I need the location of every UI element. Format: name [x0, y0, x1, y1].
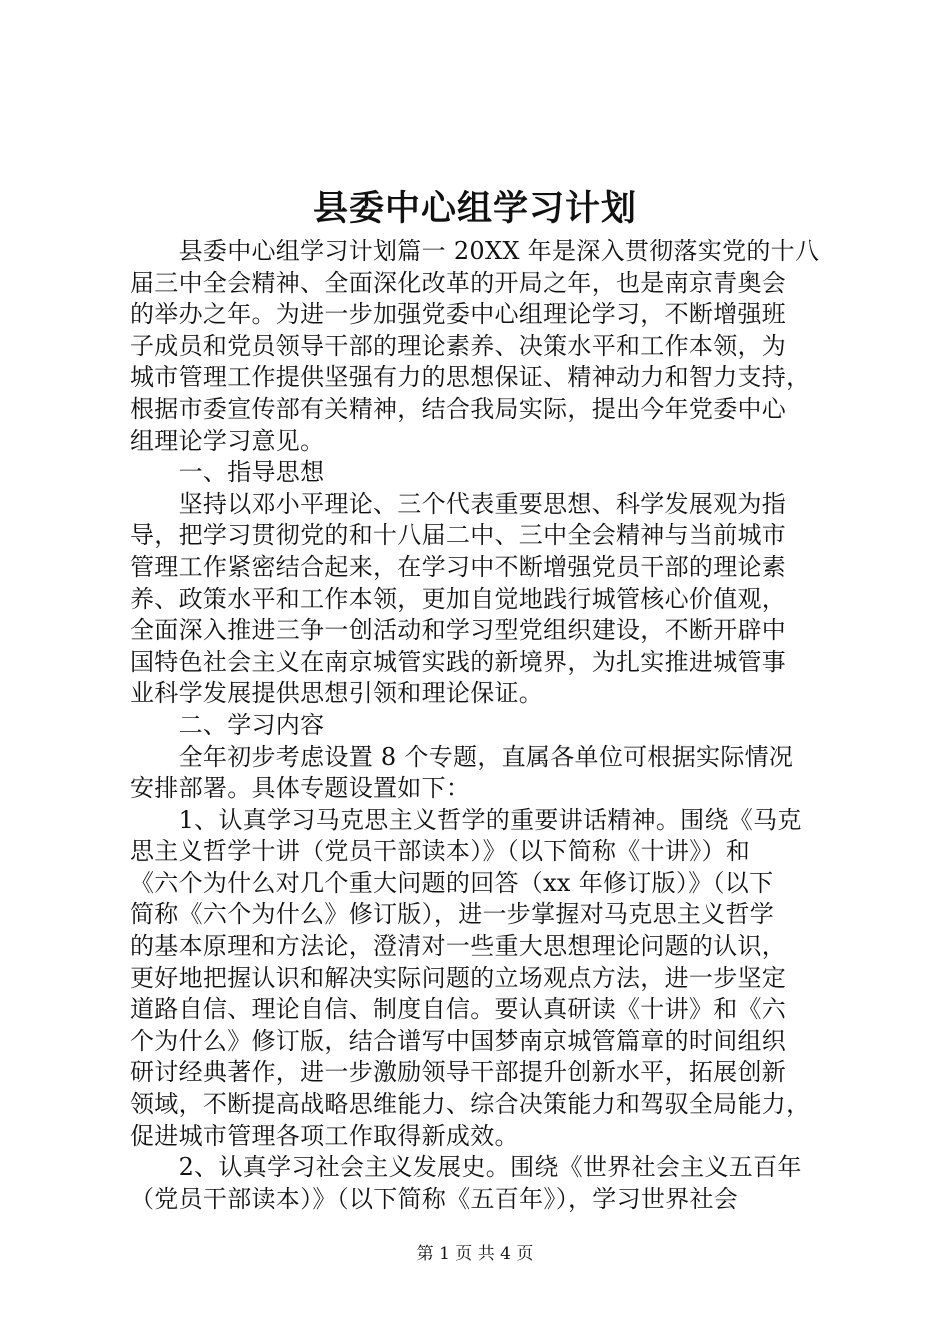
text-line: 国特色社会主义在南京城管实践的新境界，为扎实推进城管事 [130, 647, 787, 676]
text-line: 安排部署。具体专题设置如下： [130, 774, 471, 803]
text-line: 2、认真学习社会主义发展史。围绕《世界社会主义五百年 [130, 1153, 802, 1182]
text-line: 组理论学习意见。 [130, 426, 325, 455]
text-line: 个为什么》修订版，结合谱写中国梦南京城管篇章的时间组织 [130, 1026, 787, 1055]
text-line: 业科学发展提供思想引领和理论保证。 [130, 679, 544, 708]
text-line: 子成员和党员领导干部的理论素养、决策水平和工作本领，为 [130, 331, 787, 360]
text-line: 二、学习内容 [130, 710, 325, 739]
text-line: 《六个为什么对几个重大问题的回答（xx 年修订版）》（以下 [130, 868, 774, 897]
text-line: 的举办之年。为进一步加强党委中心组理论学习，不断增强班 [130, 300, 787, 329]
document-body [130, 236, 830, 1215]
text-line: 全面深入推进三争一创活动和学习型党组织建设，不断开辟中 [130, 616, 787, 645]
text-line: 城市管理工作提供坚强有力的思想保证、精神动力和智力支持， [130, 363, 811, 392]
text-line: 一、指导思想 [130, 458, 325, 487]
text-line: 全年初步考虑设置 8 个专题，直属各单位可根据实际情况 [130, 742, 794, 771]
text-line: 管理工作紧密结合起来，在学习中不断增强党员干部的理论素 [130, 552, 787, 581]
page-footer: 第 1 页 共 4 页 [416, 1244, 534, 1264]
text-line: 根据市委宣传部有关精神，结合我局实际，提出今年党委中心 [130, 394, 787, 423]
text-line: 研讨经典著作，进一步激励领导干部提升创新水平，拓展创新 [130, 1058, 787, 1087]
text-line: 领域，不断提高战略思维能力、综合决策能力和驾驭全局能力， [130, 1090, 811, 1119]
text-line: 道路自信、理论自信、制度自信。要认真研读《十讲》和《六 [130, 995, 787, 1024]
text-line: 简称《六个为什么》修订版），进一步掌握对马克思主义哲学 [130, 900, 775, 929]
text-line: 更好地把握认识和解决实际问题的立场观点方法，进一步坚定 [130, 963, 787, 992]
text-line: 思主义哲学十讲（党员干部读本）》（以下简称《十讲》）和 [130, 837, 751, 866]
text-line: 养、政策水平和工作本领，更加自觉地践行城管核心价值观， [130, 584, 787, 613]
text-line: 届三中全会精神、全面深化改革的开局之年，也是南京青奥会 [130, 268, 787, 297]
text-line: 促进城市管理各项工作取得新成效。 [130, 1121, 519, 1150]
text-line: 导，把学习贯彻党的和十八届二中、三中全会精神与当前城市 [130, 521, 787, 550]
text-line: （党员干部读本）》（以下简称《五百年》），学习世界社会 [130, 1184, 739, 1213]
document-title: 县委中心组学习计划 [312, 188, 637, 229]
text-line: 的基本原理和方法论，澄清对一些重大思想理论问题的认识， [130, 932, 787, 961]
text-line: 坚持以邓小平理论、三个代表重要思想、科学发展观为指 [130, 489, 787, 518]
text-line: 县委中心组学习计划篇一 20XX 年是深入贯彻落实党的十八 [130, 237, 820, 265]
text-line: 1、认真学习马克思主义哲学的重要讲话精神。围绕《马克 [130, 805, 802, 834]
